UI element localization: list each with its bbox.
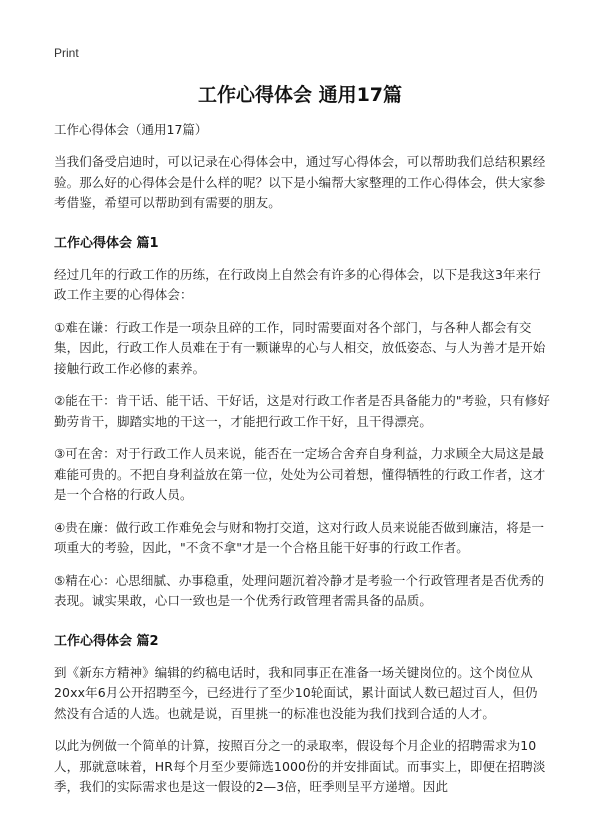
section-1-paragraph: ③可在舍：对于行政工作人员来说，能否在一定场合舍弃自身利益，力求顾全大局这是最难能可贵的。不把自身利益放在第一位，处处为公司着想，懂得牺牲的行政工作者，这才是一个合格的行政人员。 — [54, 446, 546, 502]
document-title: 工作心得体会 通用17篇 — [197, 84, 403, 106]
section-1-paragraph: ①难在谦：行政工作是一项杂且碎的工作，同时需要面对各个部门，与各种人都会有交集，因此，行政工作人员难在于有一颗谦卑的心与人相交，放低姿态、与人为善才是开始接触行政工作必修的素养。 — [54, 319, 546, 376]
section-1-paragraph: ②能在干：肯干话、能干话、干好话，这是对行政工作者是否具备能力的"考验，只有修好勤劳肯干，脚踏实地的干这一，才能把行政工作干好，且干得漂亮。 — [54, 393, 550, 429]
document-body — [54, 120, 550, 810]
section-2-paragraph: 以此为例做一个简单的计算，按照百分之一的录取率，假设每个月企业的招聘需求为10人，那就意味着，HR每个月至少要筛选1000份的并安排面试。而事实上，即便在招聘淡季，我们的实际需求也是这一假设的2—3倍，旺季则呈平方递增。因此 — [54, 738, 546, 794]
section-1-paragraph: ⑤精在心：心思细腻、办事稳重，处理问题沉着冷静才是考验一个行政管理者是否优秀的表现。诚实果敢，心口一致也是一个优秀行政管理者需具备的品质。 — [54, 572, 545, 608]
section-heading-1: 工作心得体会 篇1 — [54, 235, 159, 251]
section-2-paragraph: 到《新东方精神》编辑的约稿电话时，我和同事正在准备一场关键岗位的。这个岗位从20xx年6月公开招聘至今，已经进行了至少10轮面试，累计面试人数已超过百人，但仍然没有合适的人选。也就是说，百里挑一的标准也没能为我们找到合适的人才。 — [54, 664, 538, 721]
section-1-paragraph: ④贵在廉：做行政工作难免会与财和物打交道，这对行政人员来说能否做到廉洁，将是一项重大的考验，因此，"不贪不拿"才是一个合格且能干好事的行政工作者。 — [54, 519, 545, 555]
document-subtitle: 工作心得体会（通用17篇） — [54, 122, 208, 137]
print-link[interactable]: Print — [54, 46, 79, 60]
section-heading-2: 工作心得体会 篇2 — [54, 633, 159, 649]
section-1-paragraph: 经过几年的行政工作的历练，在行政岗上自然会有许多的心得体会，以下是我这3年来行政工作主要的心得体会： — [54, 266, 541, 302]
intro-paragraph: 当我们备受启迪时，可以记录在心得体会中，通过写心得体会，可以帮助我们总结积累经验。那么好的心得体会是什么样的呢？以下是小编帮大家整理的工作心得体会，供大家参考借鉴，希望可以帮助到有需要的朋友。 — [54, 154, 546, 210]
